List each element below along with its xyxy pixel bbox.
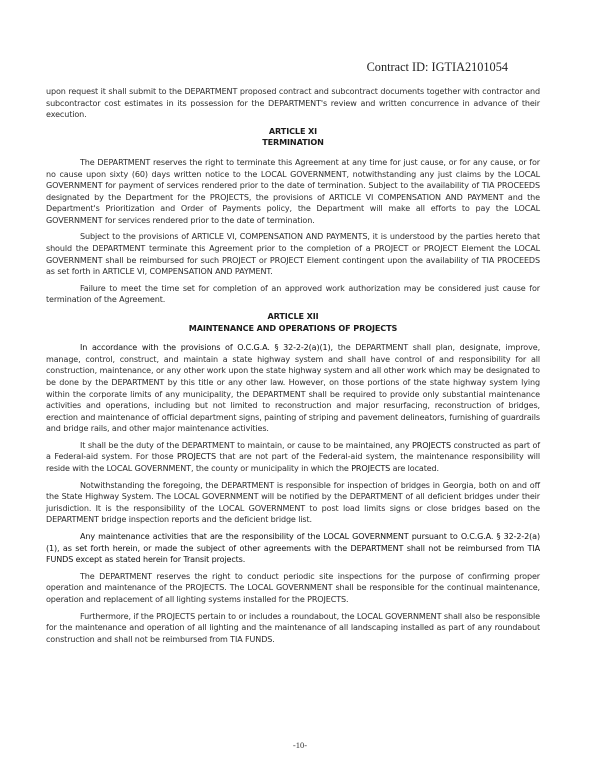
page-number: -10-	[292, 740, 308, 750]
article-xii-paragraph: Any maintenance activities that are the responsibility of the LOCAL GOVERNMENT pursuant to O.C.G.A. § 32-2-2(a)(1), as set forth herein, or made the subject of other agreements with the DEPARTMENT shall not be reimbursed from TIA FUNDS except as stated herein for Transit projects.	[46, 532, 540, 565]
contract-id: Contract ID: IGTIA2101054	[366, 60, 508, 74]
article-xi-title: TERMINATION	[262, 137, 324, 148]
article-xi-heading	[46, 126, 540, 149]
article-xii-number: ARTICLE XII	[267, 311, 319, 322]
article-xi-number: ARTICLE XI	[268, 125, 318, 136]
article-xii-title: MAINTENANCE AND OPERATIONS OF PROJECTS	[188, 322, 398, 333]
article-xi-paragraph: Subject to the provisions of ARTICLE VI, COMPENSATION AND PAYMENTS, it is understood by the parties hereto that should the DEPARTMENT terminate this Agreement prior to the completion of a PROJECT or PROJECT Element the LOCAL GOVERNMENT shall be reimbursed for such PROJECT or PROJECT Element contingent upon the availability of TIA PROCEEDS as set forth in ARTICLE VI, COMPENSATION AND PAYMENT.	[46, 232, 540, 277]
document-body	[46, 86, 540, 651]
article-xii-paragraph: Notwithstanding the foregoing, the DEPARTMENT is responsible for inspection of bridges in Georgia, both on and off the State Highway System. The LOCAL GOVERNMENT will be notified by the DEPARTMENT of all deficient bridges under their jurisdiction. It is the responsibility of the LOCAL GOVERNMENT to post load limits signs or close bridges based on the DEPARTMENT bridge inspection reports and the deficient bridge list.	[46, 480, 540, 525]
article-xii-paragraph: Furthermore, if the PROJECTS pertain to or includes a roundabout, the LOCAL GOVERNMENT shall also be responsible for the maintenance and operation of all lighting and the maintenance of all landscaping installed as part of any roundabout construction and shall not be reimbursed from TIA FUNDS.	[46, 611, 540, 644]
projects-term: PROJECTS	[412, 440, 451, 450]
article-xii-paragraph: The DEPARTMENT reserves the right to conduct periodic site inspections for the purpose of confirming proper operation and maintenance of the PROJECTS. The LOCAL GOVERNMENT shall be responsible for the continual maintenance, operation and replacement of all lighting systems installed for the PROJECTS.	[46, 571, 540, 605]
intro-paragraph: upon request it shall submit to the DEPARTMENT proposed contract and subcontract documents together with contractor and subcontractor cost estimates in its possession for the DEPARTMENT's review and written concurrence in advance of their execution.	[46, 87, 540, 120]
article-xi-paragraph: Failure to meet the time set for completion of an approved work authorization may be considered just cause for termination of the Agreement.	[46, 283, 540, 305]
article-xii-paragraph	[46, 440, 540, 475]
article-xii-paragraph	[46, 342, 540, 434]
projects-term: PROJECTS	[177, 452, 216, 462]
article-xi-paragraph: The DEPARTMENT reserves the right to terminate this Agreement at any time for just cause, or for any cause, or for no cause upon sixty (60) days written notice to the LOCAL GOVERNMENT, notwithstanding any just claims by the LOCAL GOVERNMENT for payment of services rendered prior to the date of termination. Subject to the availability of TIA PROCEEDS designated by the Department for the PROJECTS, the provisions of ARTICLE VI COMPENSATION AND PAYMENT and the Department's Prioritization and Order of Payments policy, the Department will make all efforts to pay the LOCAL GOVERNMENT for services rendered prior to the date of termination.	[46, 158, 540, 225]
paragraph-text: that are not part of the Federal-aid system, the maintenance responsibility will reside with the LOCAL GOVERNMENT, the county or municipality in which the	[46, 452, 541, 473]
paragraph-text: constructed as part of a Federal-aid system. For those	[46, 440, 540, 462]
statute-reference: In accordance with the provisions of O.C.G.A. § 32-2-2(a)(1),	[80, 343, 333, 353]
projects-term: PROJECTS	[351, 463, 391, 473]
paragraph-text: the DEPARTMENT shall plan, designate, improve, manage, control, construct, and maintain a state highway system and shall have control of and responsibility for all construction, maintenance, or any other work upon the state highway system and all other work which may be designated to be done by the DEPARTMENT by this title or any other law. However, on those portions of the state highway system lying within the corporate limits of any municipality, the DEPARTMENT shall be required to provide only substantial maintenance activities and operations, including but not limited to reconstruction and major resurfacing, reconstruction of bridges, erection and maintenance of official department signs, painting of striping and pavement delineators, furnishing of guardrails and bridge rails, and other major maintenance activities.	[46, 343, 541, 434]
paragraph-text: It shall be the duty of the DEPARTMENT to maintain, or cause to be maintained, any	[80, 440, 413, 450]
article-xii-heading	[46, 311, 540, 334]
paragraph-text: are located.	[390, 463, 439, 473]
